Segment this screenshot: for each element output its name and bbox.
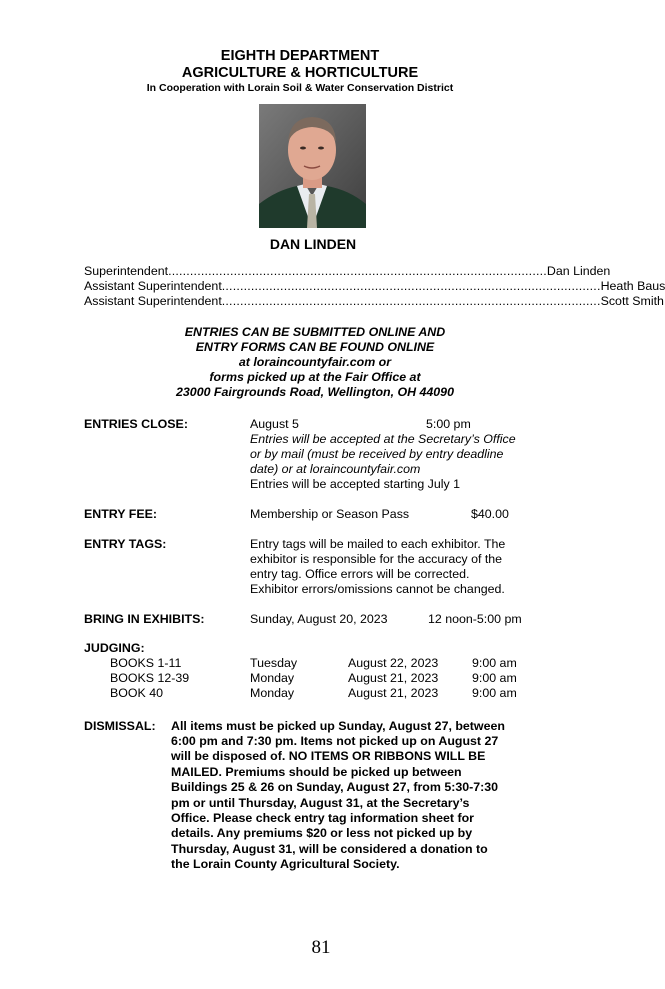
staff-row-assistant-2 [84, 294, 664, 310]
department-title: EIGHTH DEPARTMENT [220, 48, 380, 64]
judging-time: 9:00 am [472, 686, 517, 700]
judging-label: JUDGING: [84, 641, 145, 655]
department-subtitle: AGRICULTURE & HORTICULTURE [181, 65, 419, 81]
staff-role: Superintendent [84, 264, 169, 278]
online-notice-line-5: 23000 Fairgrounds Road, Wellington, OH 44090 [176, 385, 454, 399]
entry-tags-label: ENTRY TAGS: [84, 537, 167, 551]
online-notice-line-2: ENTRY FORMS CAN BE FOUND ONLINE [195, 340, 435, 354]
bring-in-date: Sunday, August 20, 2023 [250, 612, 388, 626]
dismissal-line: Office. Please check entry tag information sheet for [171, 811, 474, 826]
superintendent-photo [259, 104, 366, 228]
dismissal-line: MAILED. Premiums should be picked up between [171, 764, 462, 779]
dismissal-line: the Lorain County Agricultural Society. [171, 857, 400, 872]
bring-in-time: 12 noon-5:00 pm [428, 612, 522, 626]
judging-date: August 21, 2023 [348, 671, 439, 685]
dismissal-first-line: All items must be picked up Sunday, August 27, between [171, 719, 505, 733]
judging-time: 9:00 am [472, 671, 517, 685]
entry-fee-text: Membership or Season Pass [250, 507, 410, 521]
entries-close-label: ENTRIES CLOSE: [84, 417, 188, 431]
staff-row-superintendent [84, 264, 611, 280]
dismissal-line: Thursday, August 31, will be considered a donation to [171, 841, 488, 856]
entry-tags-line-1: Entry tags will be mailed to each exhibitor. The [250, 537, 506, 551]
leader-dots: ........................................................................................................ [168, 264, 547, 278]
judging-day: Monday [250, 686, 295, 700]
staff-row-assistant-1 [84, 279, 665, 295]
judging-item: BOOKS 12-39 [110, 671, 190, 685]
dismissal-line: pm or until Thursday, August 31, at the Secretary’s [171, 795, 470, 810]
bring-in-label: BRING IN EXHIBITS: [84, 612, 205, 626]
staff-name: Dan Linden [546, 264, 611, 278]
dismissal-label: DISMISSAL: [84, 719, 156, 733]
online-notice-line-4: forms picked up at the Fair Office at [209, 370, 421, 384]
staff-role: Assistant Superintendent [84, 279, 222, 293]
entry-fee-label: ENTRY FEE: [84, 507, 157, 521]
judging-day: Monday [250, 671, 295, 685]
judging-date: August 21, 2023 [348, 686, 439, 700]
staff-name: Scott Smith [600, 294, 664, 308]
judging-date: August 22, 2023 [348, 656, 439, 670]
judging-item: BOOK 40 [110, 686, 164, 700]
entry-tags-line-2: exhibitor is responsible for the accuracy of the [250, 552, 503, 566]
staff-role: Assistant Superintendent [84, 294, 222, 308]
judging-time: 9:00 am [472, 656, 517, 670]
person-name: DAN LINDEN [269, 236, 357, 252]
dismissal-line: 6:00 pm and 7:30 pm. Items not picked up on August 27 [171, 734, 499, 748]
entry-tags-line-3: entry tag. Office errors will be corrected. [250, 567, 470, 581]
dismissal-line: will be disposed of. NO ITEMS OR RIBBONS WILL BE [171, 749, 486, 764]
judging-item: BOOKS 1-11 [110, 656, 182, 670]
page-number: 81 [311, 937, 331, 958]
portrait-image [259, 104, 366, 228]
leader-dots: ........................................................................................................ [221, 294, 601, 308]
dismissal-line: Buildings 25 & 26 on Sunday, August 27, from 5:30-7:30 [171, 780, 499, 795]
entries-note-line-3: date) or at loraincountyfair.com [250, 462, 421, 476]
dismissal-line: details. Any premiums $20 or less not picked up by [171, 826, 473, 841]
entries-close-time: 5:00 pm [426, 417, 471, 431]
entry-tags-line-4: Exhibitor errors/omissions cannot be changed. [250, 582, 505, 596]
entry-fee-amount: $40.00 [471, 507, 509, 521]
cooperation-line: In Cooperation with Lorain Soil & Water Conservation District [146, 82, 454, 94]
entries-note-line-2: or by mail (must be received by entry deadline [250, 447, 504, 461]
online-notice-line-1: ENTRIES CAN BE SUBMITTED ONLINE AND [184, 325, 446, 339]
staff-name: Heath Baus [600, 279, 665, 293]
leader-dots: ........................................................................................................ [221, 279, 601, 293]
entries-close-date: August 5 [250, 417, 299, 431]
judging-day: Tuesday [250, 656, 298, 670]
entries-start-note: Entries will be accepted starting July 1 [250, 477, 461, 491]
online-notice-line-3: at loraincountyfair.com or [238, 355, 392, 369]
entries-note-line-1: Entries will be accepted at the Secretary’s Office [250, 432, 516, 446]
dismissal-text [171, 734, 561, 873]
